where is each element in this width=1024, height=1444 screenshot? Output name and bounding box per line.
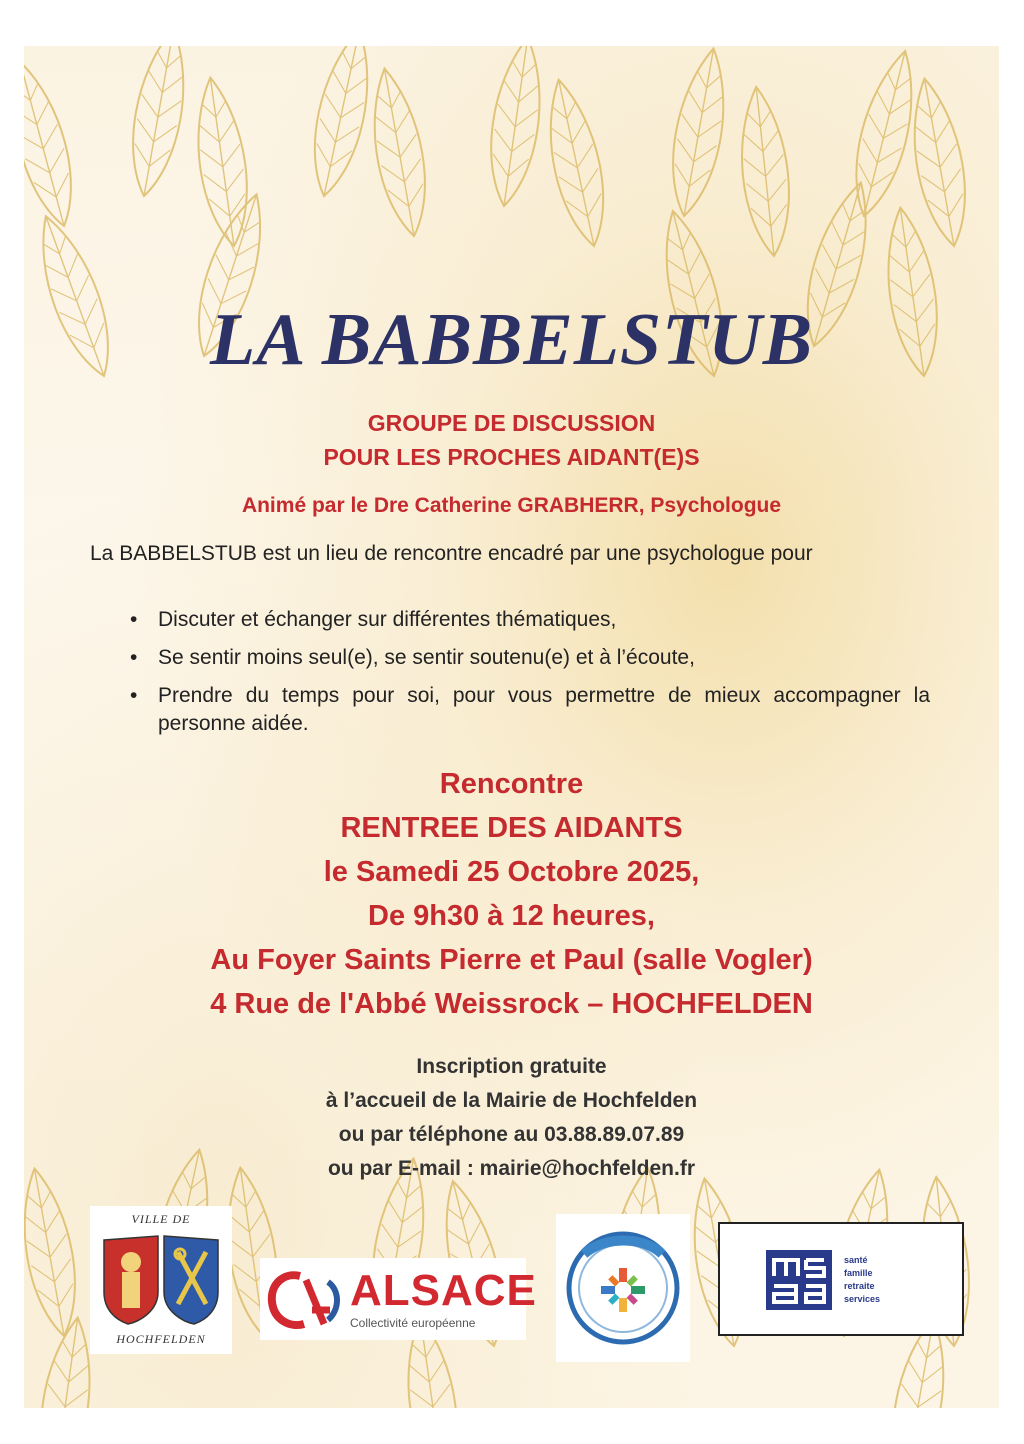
signup-mairie: à l’accueil de la Mairie de Hochfelden [325,1089,698,1112]
round-badge-icon [564,1224,682,1352]
event-name: RENTREE DES AIDANTS [340,812,683,844]
list-item: • Discuter et échanger sur différentes thématiques, [90,606,930,634]
msa-word: services [844,1294,881,1304]
msa-word: santé [844,1255,868,1265]
subtitle-line-2: POUR LES PROCHES AIDANT(E)S [323,444,700,470]
benefit-list [90,606,930,748]
coat-of-arms-icon [98,1232,224,1328]
event-address: 4 Rue de l'Abbé Weissrock – HOCHFELDEN [210,988,813,1020]
alsace-emblem-icon [266,1266,346,1332]
event-time: De 9h30 à 12 heures, [368,900,655,932]
alsace-subtitle: Collectivité européenne [350,1316,476,1330]
signup-info [24,1050,999,1186]
event-venue: Au Foyer Saints Pierre et Paul (salle Vogler) [210,944,813,976]
alsace-name: ALSACE [350,1266,537,1315]
msa-word: retraite [844,1281,875,1291]
event-date: le Samedi 25 Octobre 2025, [323,856,700,888]
flyer-page [24,46,999,1408]
ville-bottom-text: HOCHFELDEN [116,1332,206,1346]
host-line: Animé par le Dre Catherine GRABHERR, Psychologue [241,494,782,517]
event-details [24,762,999,1026]
list-item: • Prendre du temps pour soi, pour vous permettre de mieux accompagner la personne aidée. [90,682,930,738]
list-item: • Se sentir moins seul(e), se sentir soutenu(e) et à l’écoute, [90,644,930,672]
subtitle [24,406,999,474]
msa-logo [718,1222,964,1336]
signup-phone: ou par téléphone au 03.88.89.07.89 [338,1123,685,1146]
ville-top-text: VILLE DE [131,1212,191,1226]
msa-emblem-icon [766,1250,832,1310]
alsace-logo [260,1258,537,1340]
flyer-title: LA BABBELSTUB [209,299,814,381]
aidants-network-logo [556,1214,690,1362]
msa-word: famille [844,1268,873,1278]
subtitle-line-1: GROUPE DE DISCUSSION [367,410,656,436]
intro-paragraph: La BABBELSTUB est un lieu de rencontre encadré par une psychologue pour [90,542,813,565]
signup-heading: Inscription gratuite [416,1055,607,1078]
event-label: Rencontre [439,768,584,800]
signup-email: ou par E-mail : mairie@hochfelden.fr [327,1157,696,1180]
msa-tagline [844,1254,880,1306]
hochfelden-logo [90,1206,232,1354]
